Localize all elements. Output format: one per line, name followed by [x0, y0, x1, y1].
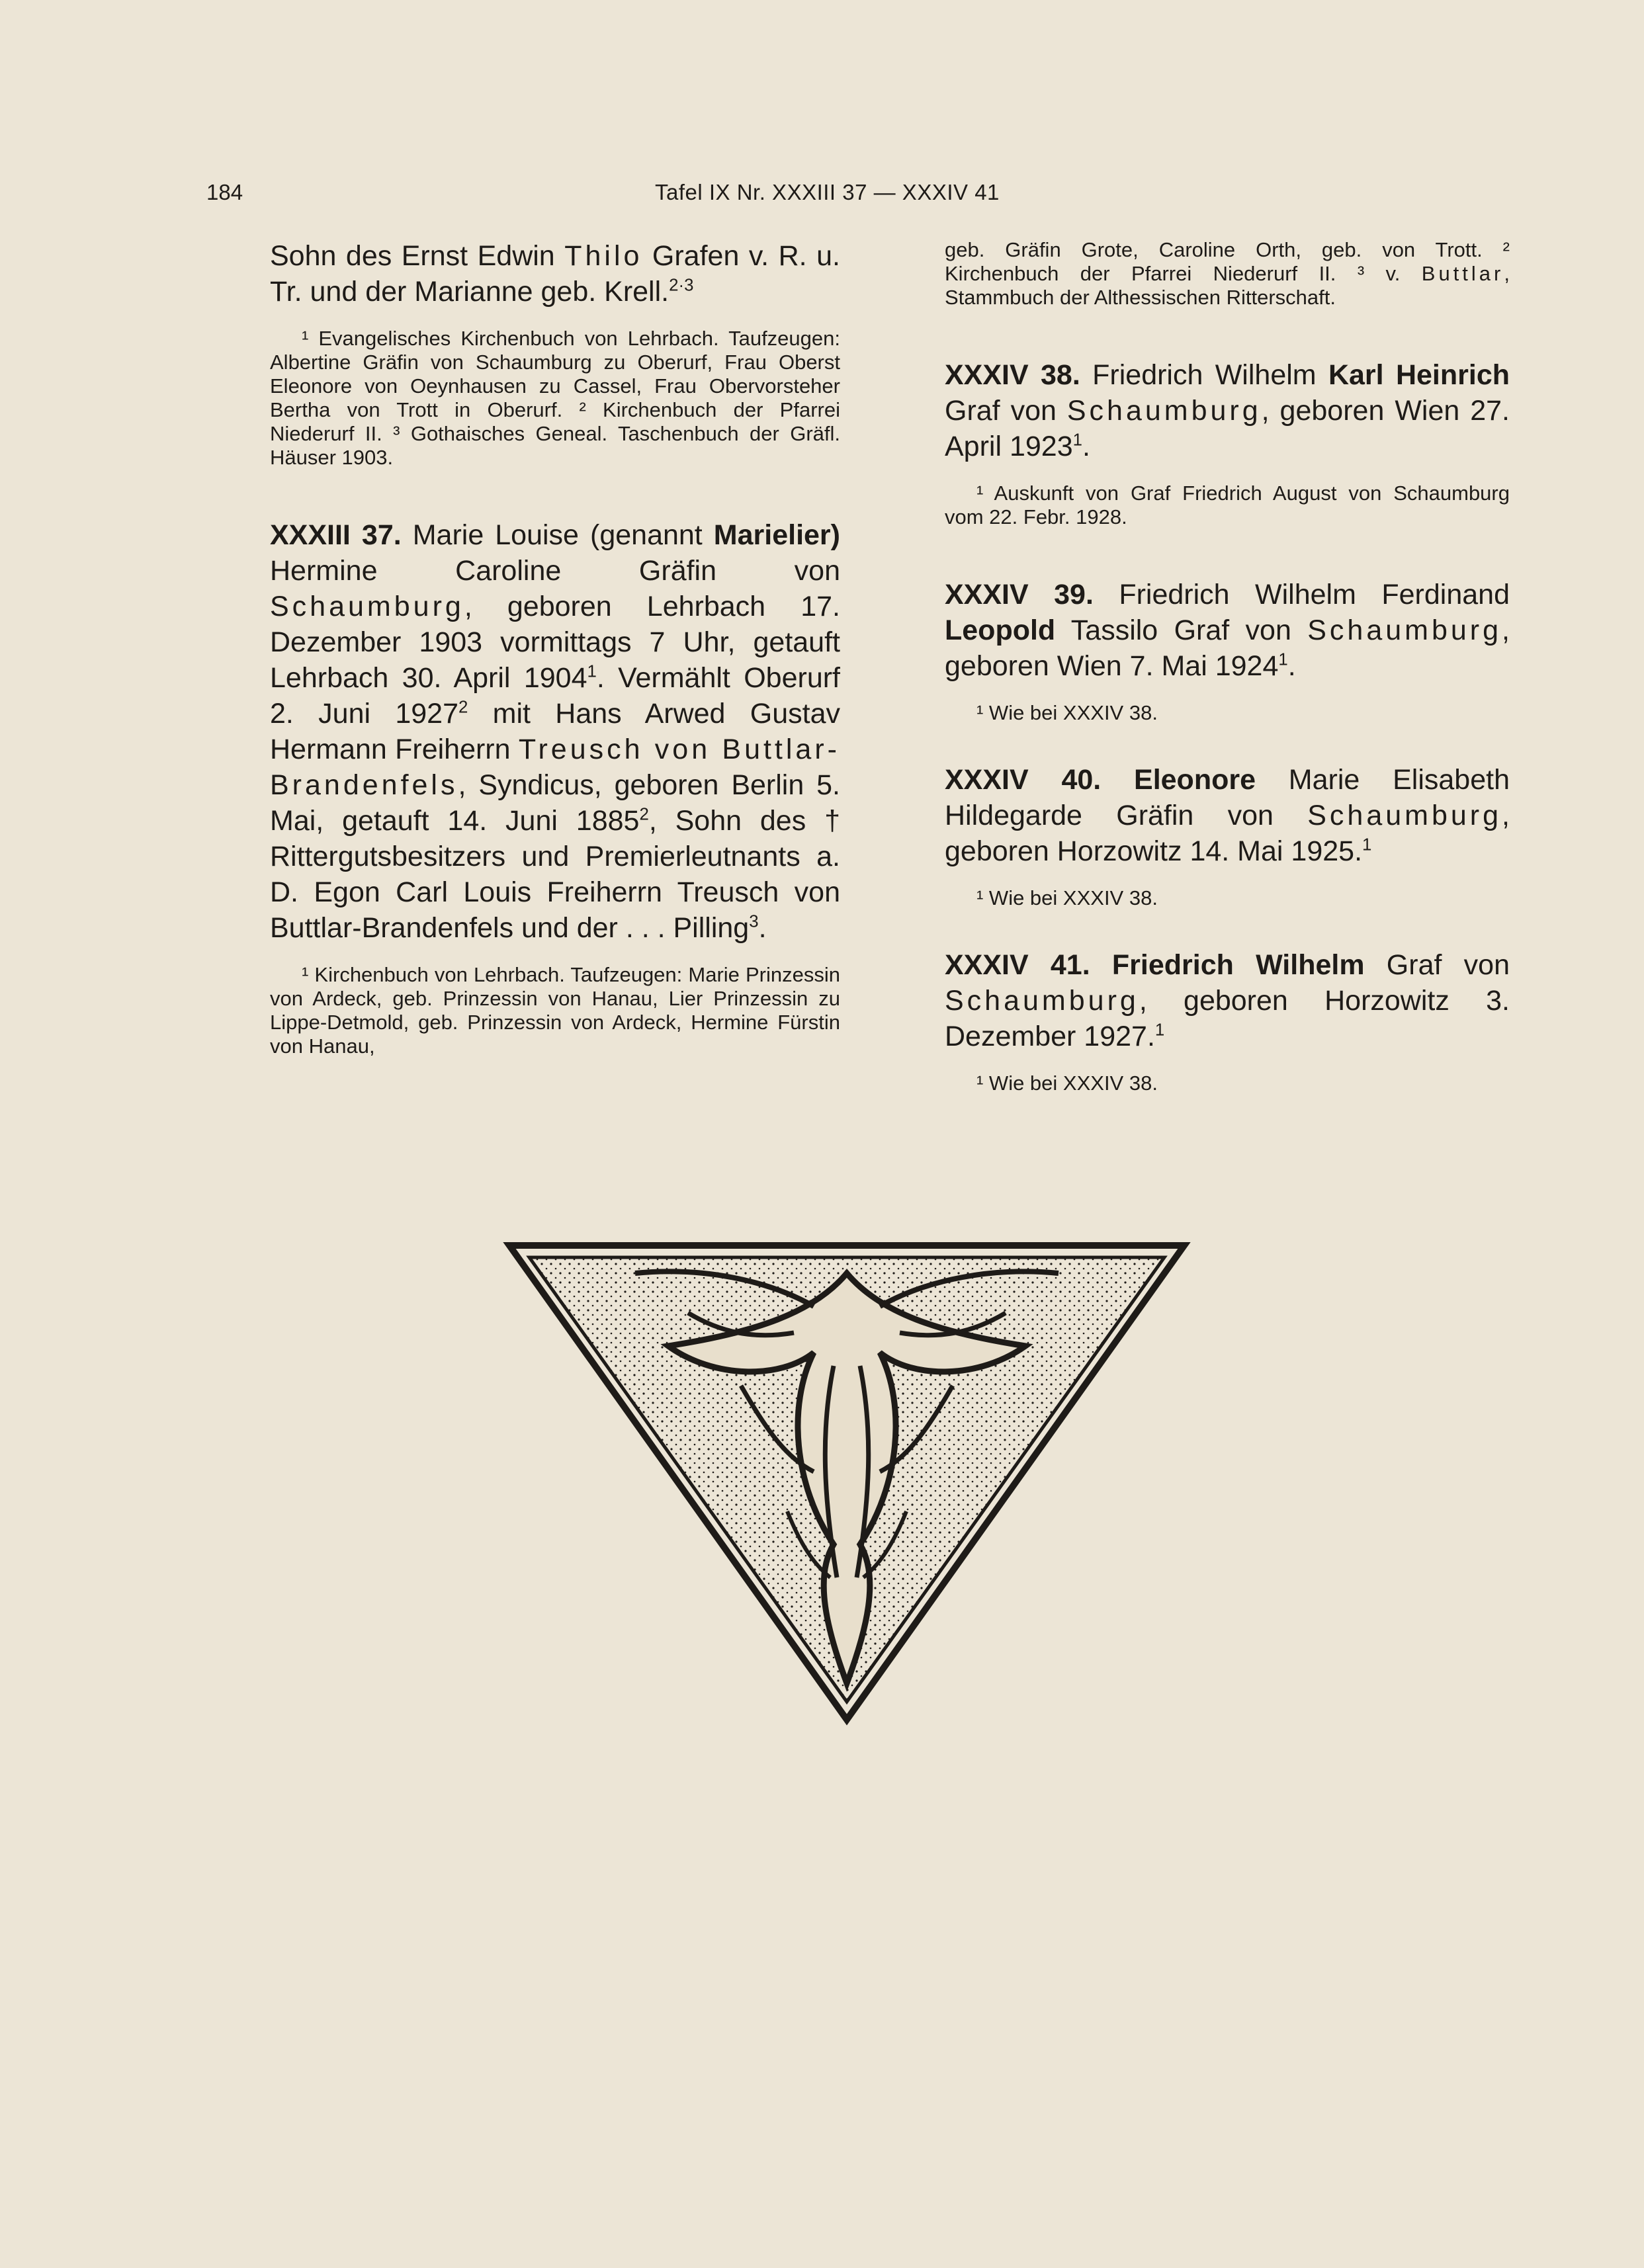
footnote: ¹ Wie bei XXXIV 38. — [976, 1071, 1158, 1095]
triangular-acanthus-leaf-vignette-icon — [503, 1234, 1191, 1730]
footnote: ¹ Wie bei XXXIV 38. — [976, 886, 1158, 909]
entry-xxxiii-37: XXXIII 37. Marie Louise (genannt Marielier) Hermine Caroline Gräfin von Schaumburg, geboren Lehrbach 17. Dezember 1903 vormittags 7 Uhr, getauft Lehrbach 30. April 1904$^1$. Vermählt Oberurf 2. Juni 1927$^2$ mit Hans Arwed Gustav Hermann Freiherrn Treusch von Buttlar-Brandenfels, Syndicus, geboren Berlin 5. Mai, getauft 14. Juni 1885$^2$, Sohn des † Rittergutsbesitzers und Premierleutnants a. D. Egon Carl Louis Freiherrn Treusch von Buttlar-Brandenfels und der . . . Pilling$^3$. — [270, 519, 841, 944]
running-title: Tafel IX Nr. XXXIII 37 — XXXIV 41 — [655, 180, 1000, 204]
entry-xxxiv-40: XXXIV 40. Eleonore Marie Elisabeth Hildegarde Gräfin von Schaumburg, geboren Horzowitz 14. Mai 1925.$^1$ — [945, 764, 1510, 867]
footnote: ¹ Kirchenbuch von Lehrbach. Taufzeugen: Marie Prinzessin von Ardeck, geb. Prinzessin von Hanau, Lier Prinzessin zu Lippe-Detmold, geb. Prinzessin von Ardeck, Hermine Fürstin von Hanau, — [270, 963, 840, 1058]
entry-xxxiv-38: XXXIV 38. Friedrich Wilhelm Karl Heinrich Graf von Schaumburg, geboren Wien 27. April 1923$^1$. — [945, 359, 1510, 462]
footnote: ¹ Auskunft von Graf Friedrich August von Schaumburg vom 22. Febr. 1928. — [945, 482, 1510, 528]
footnote: ¹ Evangelisches Kirchenbuch von Lehrbach. Taufzeugen: Albertine Gräfin von Schaumburg zu Oberurf, Frau Oberst Eleonore von Oeynhausen zu Cassel, Frau Obervorsteher Bertha von Trott in Oberurf. ² Kirchenbuch der Pfarrei Niederurf II. ³ Gothaisches Geneal. Taschenbuch der Gräfl. Häuser 1903. — [270, 327, 840, 469]
entry-xxxiv-39: XXXIV 39. Friedrich Wilhelm Ferdinand Leopold Tassilo Graf von Schaumburg, geboren Wien 7. Mai 1924$^1$. — [945, 579, 1510, 682]
footnote: ¹ Wie bei XXXIV 38. — [976, 701, 1158, 724]
footnote-continuation: geb. Gräfin Grote, Caroline Orth, geb. von Trott. ² Kirchenbuch der Pfarrei Niederurf II. ³ v. Buttlar, Stammbuch der Althessischen Ritterschaft. — [945, 238, 1510, 309]
entry-continuation: Sohn des Ernst Edwin Thilo Grafen v. R. u. Tr. und der Marianne geb. Krell.$^{2\cdot 3}$ — [270, 240, 840, 308]
page-number: 184 — [206, 180, 243, 204]
left-column — [270, 238, 840, 1058]
right-column — [945, 238, 1510, 1132]
entry-xxxiv-41: XXXIV 41. Friedrich Wilhelm Graf von Schaumburg, geboren Horzowitz 3. Dezember 1927.$^1$ — [945, 949, 1510, 1052]
